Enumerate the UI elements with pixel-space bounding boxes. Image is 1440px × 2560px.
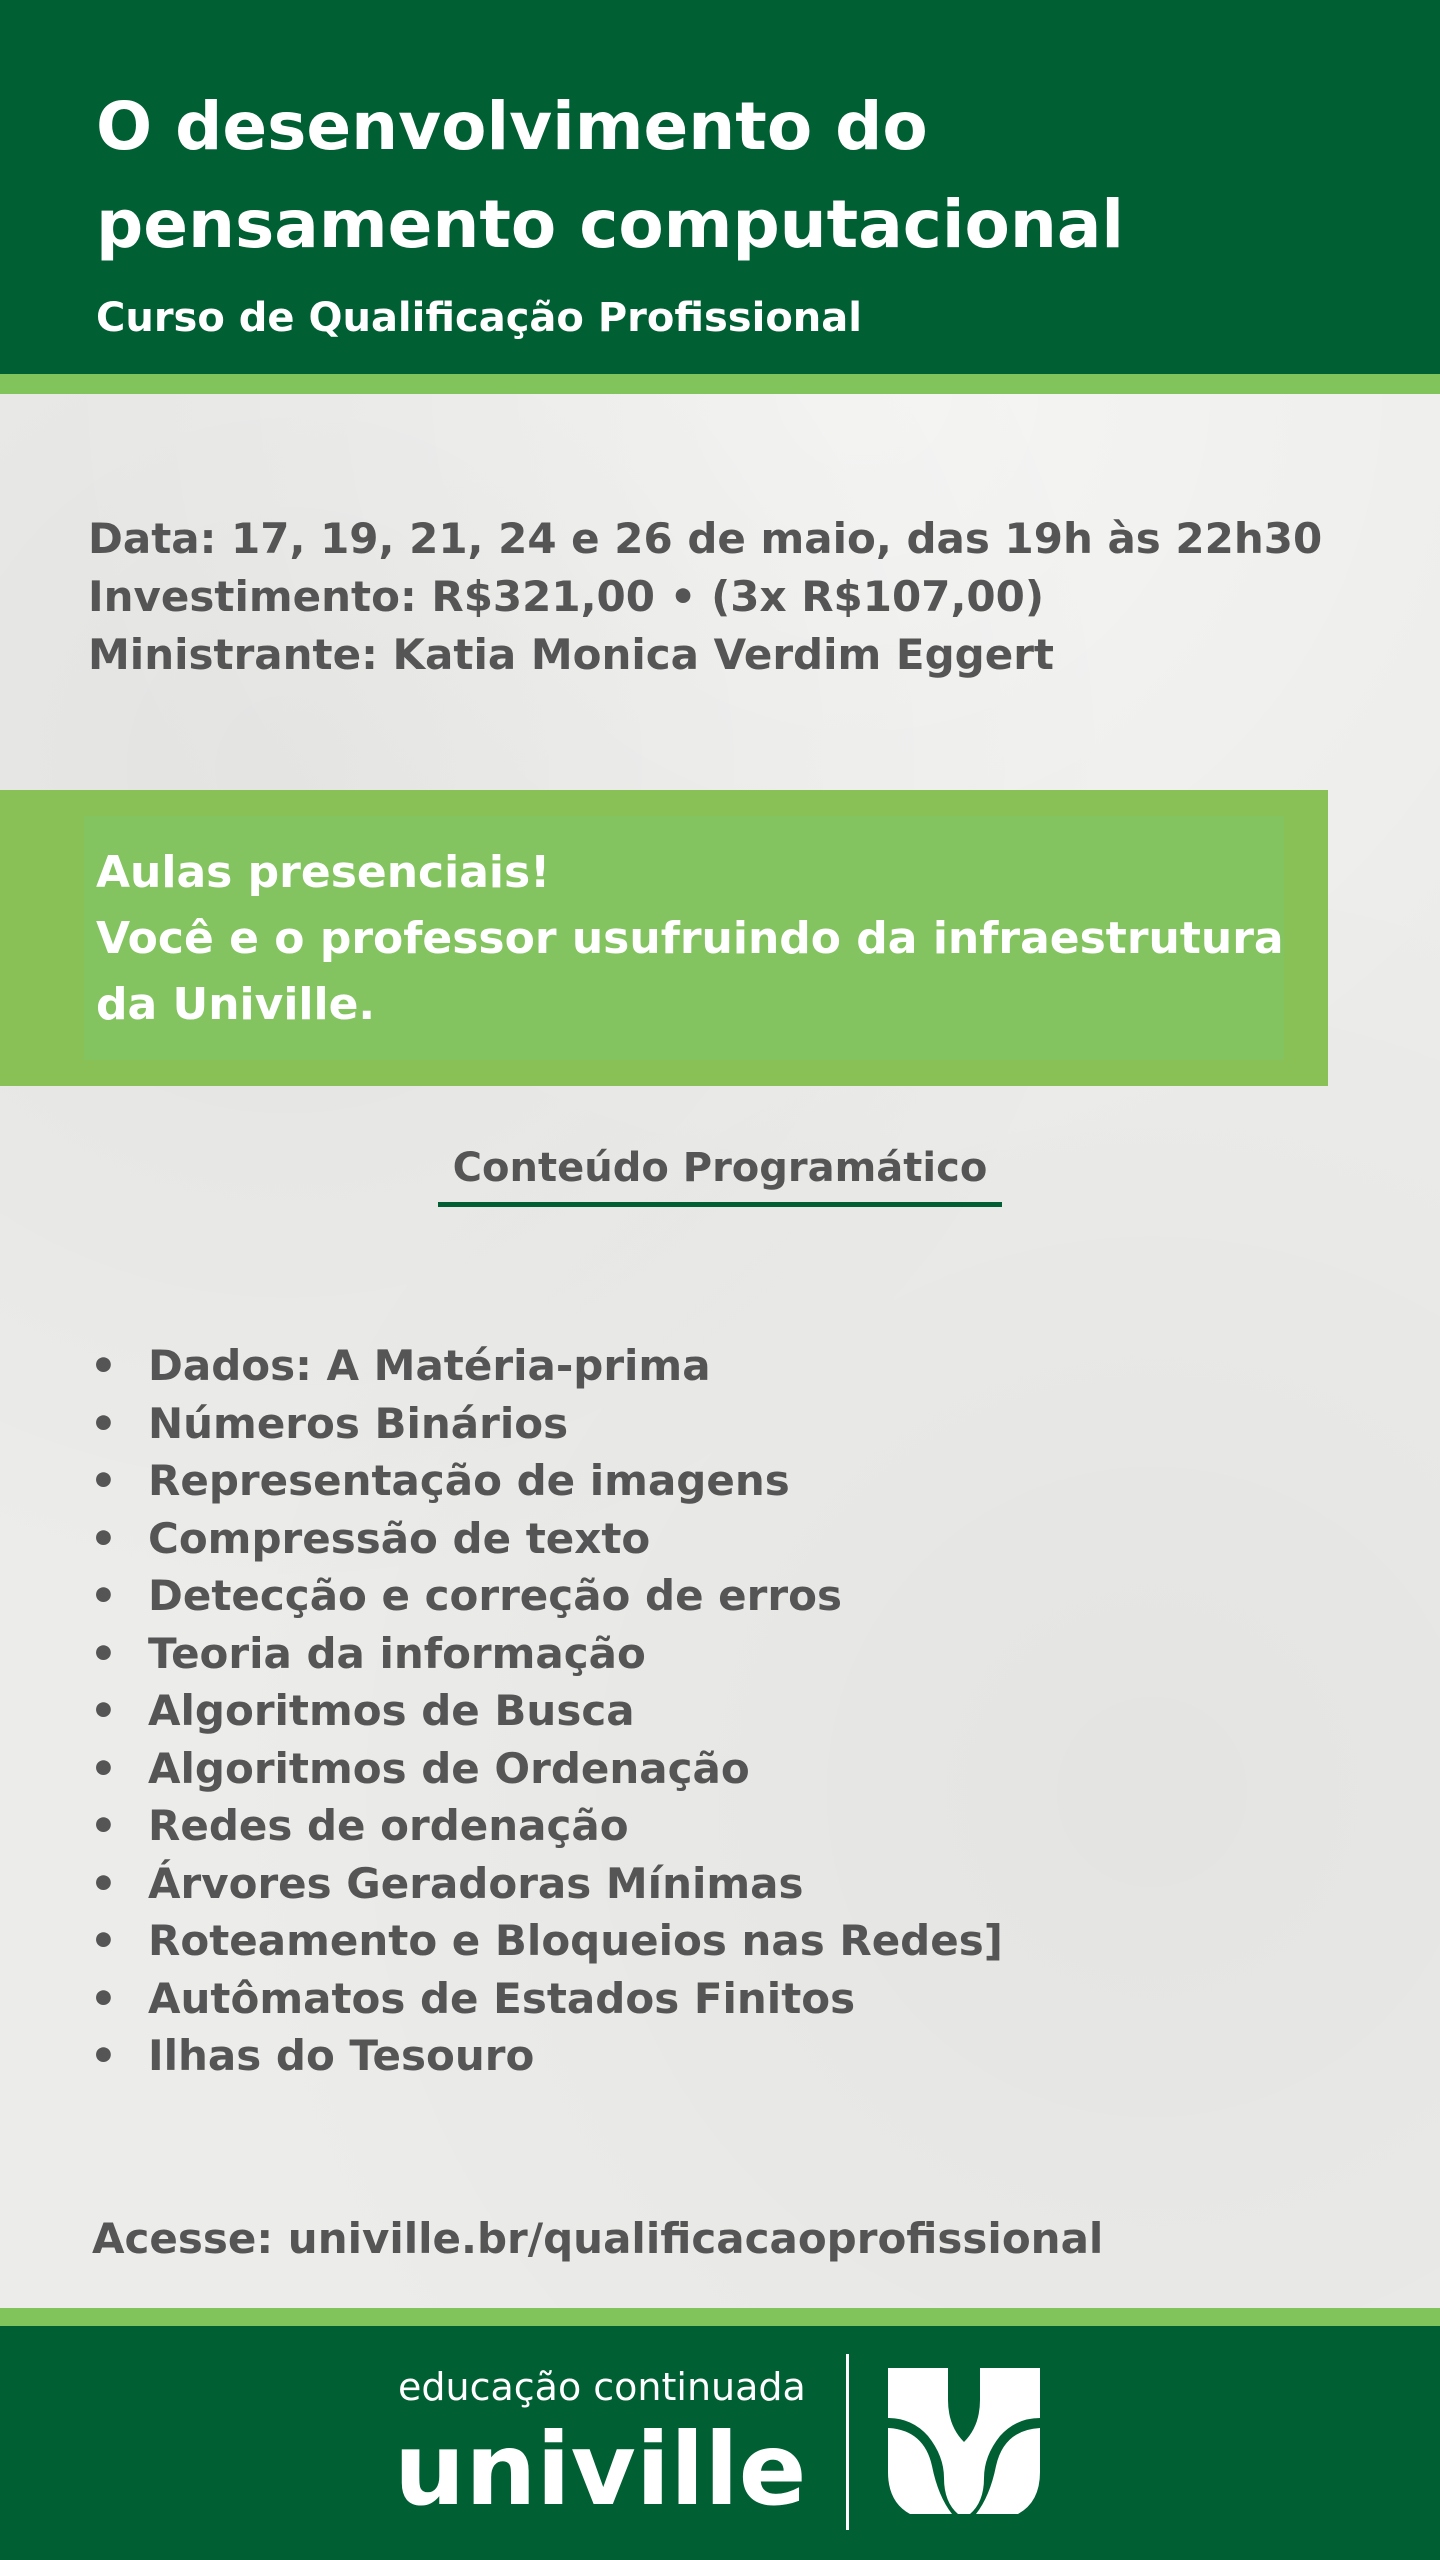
univille-book-leaf-icon (884, 2366, 1044, 2516)
bullet-icon: • (90, 2031, 117, 2080)
topic-item (84, 1682, 1003, 1740)
topic-item (84, 1452, 1003, 1510)
topic-label: Ilhas do Tesouro (148, 2031, 535, 2080)
course-instructor: Ministrante: Katia Monica Verdim Eggert (88, 630, 1054, 679)
banner-line-2: Você e o professor usufruindo da infraestrutura da Univille. (96, 913, 1284, 1030)
topic-item (84, 1912, 1003, 1970)
bullet-icon: • (90, 1686, 117, 1735)
bullet-icon: • (90, 1916, 117, 1965)
topic-item (84, 1567, 1003, 1625)
topic-item (84, 1797, 1003, 1855)
footer-brand-wordmark: univille (394, 2411, 807, 2528)
course-title: O desenvolvimento do pensamento computacional (96, 88, 1124, 263)
bullet-icon: • (90, 1513, 117, 1563)
topic-label: Compressão de texto (148, 1513, 651, 1563)
course-info (88, 510, 1388, 684)
highlight-banner-text (96, 840, 1296, 1038)
course-date: Data: 17, 19, 21, 24 e 26 de maio, das 19h às 22h30 (88, 514, 1323, 563)
topic-label: Números Binários (148, 1398, 569, 1448)
topic-item (84, 1625, 1003, 1683)
topic-item (84, 1510, 1003, 1568)
topic-item (84, 1395, 1003, 1453)
topic-label: Roteamento e Bloqueios nas Redes] (148, 1916, 1003, 1965)
footer-divider (846, 2354, 849, 2530)
footer-accent-stripe (0, 2308, 1440, 2326)
topic-label: Redes de ordenação (148, 1801, 629, 1850)
footer-tagline: educação continuada (398, 2365, 806, 2409)
topic-label: Algoritmos de Busca (148, 1686, 635, 1735)
topic-label: Representação de imagens (148, 1456, 790, 1505)
topic-list (84, 1337, 1003, 2085)
topic-label: Árvores Geradoras Mínimas (148, 1858, 804, 1908)
topic-label: Dados: A Matéria-prima (148, 1341, 711, 1390)
bullet-icon: • (90, 1973, 117, 2023)
topic-item (84, 2027, 1003, 2085)
bullet-icon: • (90, 1801, 117, 1850)
program-title: Conteúdo Programático (452, 1145, 988, 1191)
bullet-icon: • (90, 1341, 117, 1390)
header-accent-stripe (0, 374, 1440, 394)
topic-item (84, 1855, 1003, 1913)
topic-label: Autômatos de Estados Finitos (148, 1973, 856, 2023)
bullet-icon: • (90, 1858, 117, 1908)
bullet-icon: • (90, 1571, 117, 1620)
bullet-icon: • (90, 1398, 117, 1448)
topic-item (84, 1740, 1003, 1798)
bullet-icon: • (90, 1456, 117, 1505)
topic-item (84, 1970, 1003, 2028)
course-subtitle: Curso de Qualificação Profissional (96, 295, 862, 341)
bullet-icon: • (90, 1743, 117, 1793)
access-link[interactable]: Acesse: univille.br/qualificacaoprofissional (92, 2214, 1104, 2263)
topic-label: Detecção e correção de erros (148, 1571, 842, 1620)
program-title-underline (438, 1202, 1002, 1207)
banner-line-1: Aulas presenciais! (96, 847, 551, 898)
course-investment: Investimento: R$321,00 • (3x R$107,00) (88, 572, 1045, 621)
topic-label: Algoritmos de Ordenação (148, 1743, 750, 1793)
topic-item (84, 1337, 1003, 1395)
bullet-icon: • (90, 1628, 117, 1678)
topic-label: Teoria da informação (148, 1628, 646, 1678)
